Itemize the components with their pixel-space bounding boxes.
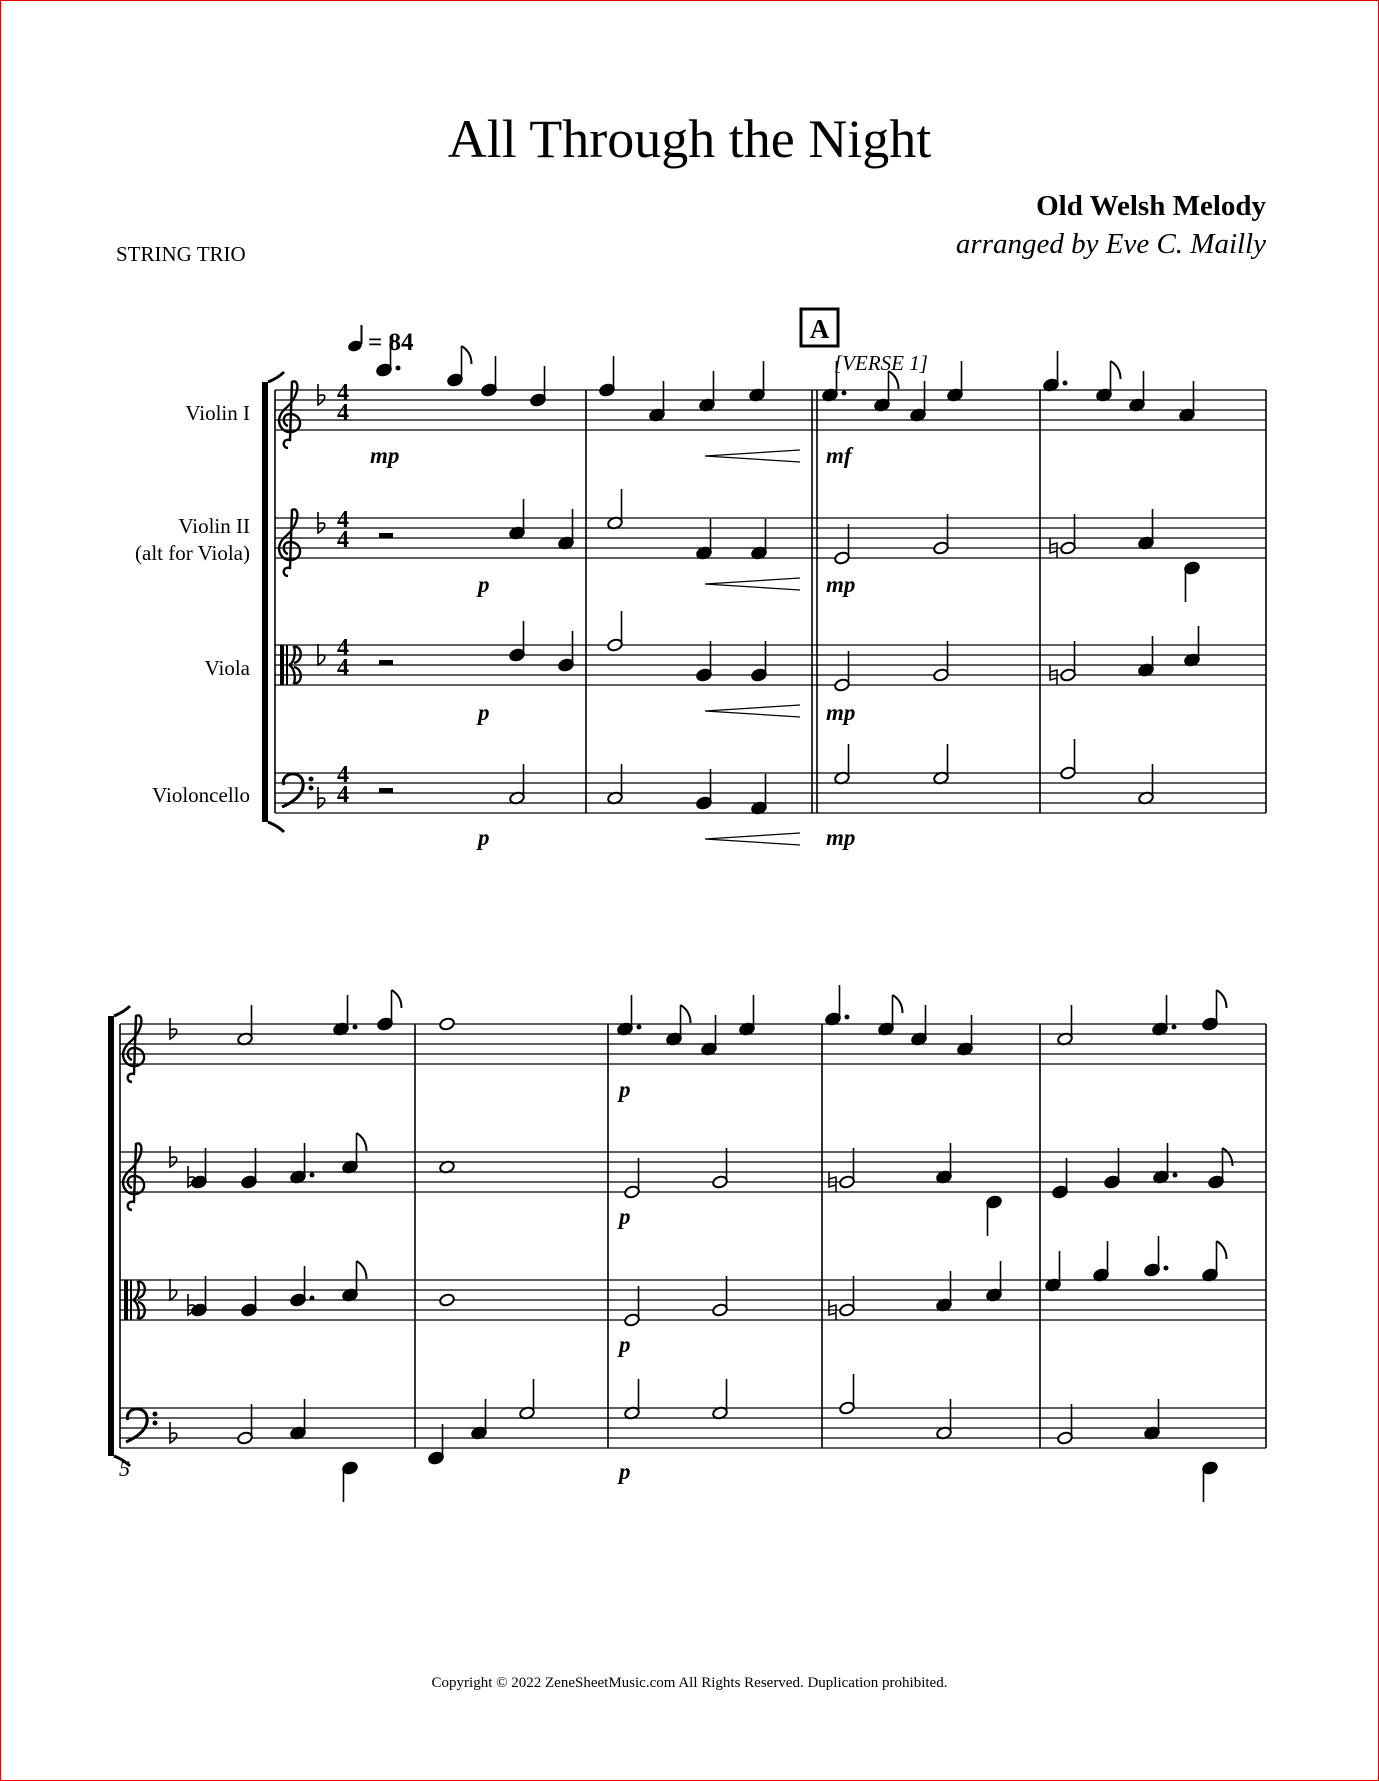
tempo-text: = 84 — [368, 329, 414, 356]
half-rest — [379, 660, 393, 665]
bass-clef-dot — [153, 1421, 158, 1426]
tempo-marking — [347, 325, 414, 356]
flat-sign-icon — [318, 787, 325, 808]
section-label: [VERSE 1] — [834, 351, 928, 375]
augmentation-dot — [310, 1296, 315, 1301]
crescendo-hairpin — [705, 833, 800, 845]
augmentation-dot — [353, 1025, 358, 1030]
time-signature-bottom: 4 — [337, 655, 349, 681]
dynamic-marking: mp — [826, 700, 856, 725]
eighth-flag — [1217, 990, 1227, 1008]
ensemble-label: STRING TRIO — [116, 242, 246, 266]
whole-note — [439, 1293, 456, 1307]
time-signature-top: 4 — [337, 380, 349, 406]
augmentation-dot — [310, 1173, 315, 1178]
alto-clef-icon — [130, 1280, 132, 1320]
treble-clef-icon — [123, 1015, 144, 1082]
instrument-label-viola: Viola — [204, 656, 250, 680]
eighth-flag — [357, 1261, 367, 1279]
bass-clef-dot — [309, 777, 314, 782]
bass-clef-dot — [153, 1412, 158, 1417]
system-bracket — [108, 1016, 114, 1456]
bass-clef-dot — [309, 786, 314, 791]
rehearsal-mark: A — [809, 314, 830, 344]
augmentation-dot — [1172, 1025, 1177, 1030]
crescendo-hairpin — [705, 578, 800, 590]
whole-note — [439, 1017, 456, 1031]
augmentation-dot — [396, 366, 401, 371]
dynamic-marking: p — [478, 572, 490, 597]
eighth-flag — [392, 990, 402, 1008]
dynamic-marking: p — [478, 825, 490, 850]
crescendo-hairpin — [705, 705, 800, 717]
system-bracket-hook — [268, 822, 284, 832]
eighth-flag — [681, 1005, 691, 1023]
dynamic-marking: p — [478, 700, 490, 725]
eighth-flag — [357, 1133, 367, 1151]
treble-clef-icon — [279, 509, 300, 576]
instrument-label-violin-1: Violin I — [185, 401, 250, 425]
copyright-notice: Copyright © 2022 ZeneSheetMusic.com All Rights Reserved. Duplication prohibited. — [431, 1675, 948, 1691]
eighth-flag — [1217, 1241, 1227, 1259]
dynamic-marking: mp — [826, 825, 856, 850]
augmentation-dot — [1173, 1173, 1178, 1178]
time-signature-bottom: 4 — [337, 782, 349, 808]
system-bracket-hook — [268, 372, 284, 382]
system-bracket — [262, 382, 268, 822]
bass-clef-icon — [126, 1409, 147, 1442]
notation-glyphs — [123, 336, 1232, 1502]
half-rest — [379, 788, 393, 793]
dynamic-marking: mp — [826, 572, 856, 597]
composer-credit: Old Welsh Melody — [1036, 190, 1266, 222]
flat-sign-icon — [170, 1422, 177, 1443]
dynamic-marking: p — [619, 1332, 631, 1357]
alto-clef-icon — [286, 645, 288, 685]
time-signature-bottom: 4 — [337, 400, 349, 426]
treble-clef-icon — [123, 1143, 144, 1210]
dynamic-marking: p — [619, 1459, 631, 1484]
measure-number: 5 — [119, 1456, 130, 1481]
staff-lines — [108, 372, 1266, 1466]
dynamic-marking: mf — [826, 443, 852, 468]
treble-clef-icon — [279, 381, 300, 448]
augmentation-dot — [637, 1025, 642, 1030]
time-signatures — [337, 380, 349, 808]
instrument-label-violin-2: Violin II — [178, 514, 250, 538]
eighth-flag — [1223, 1148, 1233, 1166]
arranger-credit: arranged by Eve C. Mailly — [955, 228, 1266, 260]
dynamics — [370, 443, 855, 1484]
augmentation-dot — [845, 1015, 850, 1020]
time-signature-top: 4 — [337, 507, 349, 533]
system-bracket-hook — [114, 1006, 130, 1016]
score-title: All Through the Night — [447, 109, 932, 169]
flat-sign-icon — [170, 1146, 177, 1167]
alto-clef-icon — [280, 645, 284, 685]
eighth-flag — [893, 995, 903, 1013]
time-signature-top: 4 — [337, 762, 349, 788]
augmentation-dot — [1063, 381, 1068, 386]
eighth-flag — [1111, 361, 1121, 379]
augmentation-dot — [1164, 1266, 1169, 1271]
bass-clef-icon — [282, 774, 303, 807]
half-rest — [379, 533, 393, 538]
dynamic-marking: mp — [370, 443, 400, 468]
instrument-label-violin-2-alt: (alt for Viola) — [135, 541, 250, 565]
time-signature-bottom: 4 — [337, 527, 349, 553]
dynamic-marking: p — [619, 1204, 631, 1229]
eighth-flag — [462, 346, 472, 364]
dynamic-marking: p — [619, 1077, 631, 1102]
flat-sign-icon — [318, 384, 325, 405]
time-signature-top: 4 — [337, 635, 349, 661]
instrument-label-cello: Violoncello — [152, 783, 250, 807]
alto-clef-icon — [124, 1280, 128, 1320]
flat-sign-icon — [170, 1018, 177, 1039]
crescendo-hairpin — [705, 450, 800, 462]
flat-sign-icon — [318, 512, 325, 533]
augmentation-dot — [842, 391, 847, 396]
